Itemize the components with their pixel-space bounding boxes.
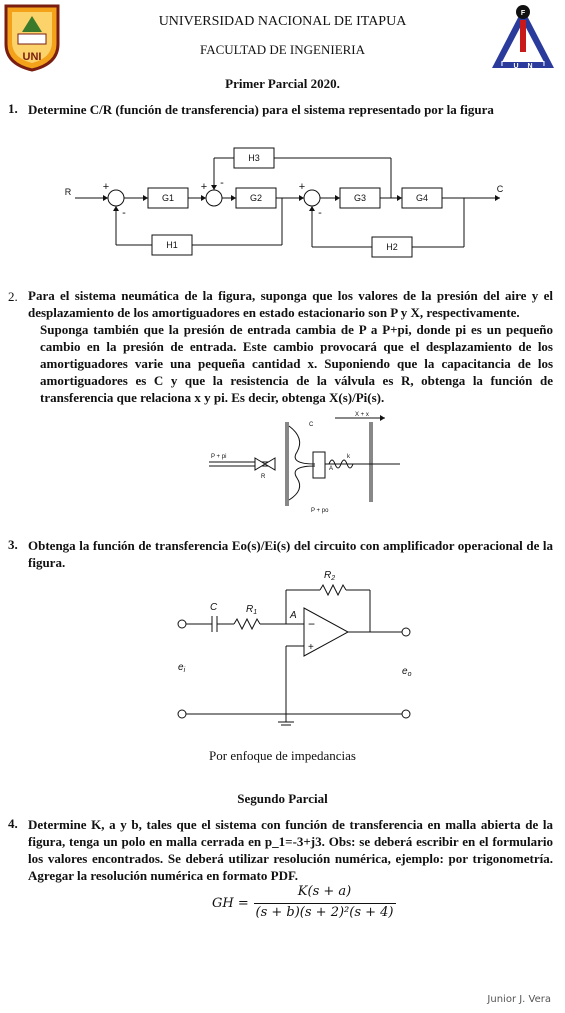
input-label: R — [64, 187, 72, 197]
displacement-label: X + x — [355, 412, 369, 418]
logo-letter: I — [543, 61, 545, 68]
block-g1: G1 — [161, 193, 175, 203]
block-g4: G4 — [415, 193, 429, 203]
eo-subscript: o — [407, 671, 412, 678]
sum-sign: - — [220, 177, 224, 189]
output-label: C — [496, 184, 504, 194]
faculty-logo — [488, 2, 558, 74]
logo-letter: F — [520, 10, 526, 17]
capacitor-label: C — [210, 602, 218, 613]
q1-number: 1. — [8, 101, 18, 116]
svg-text:R2 — [324, 570, 335, 582]
block-h3: H3 — [248, 153, 260, 163]
faculty-name: FACULTAD DE INGENIERIA — [199, 42, 366, 57]
capacitance-label: C — [309, 422, 314, 428]
q4-text: Determine K, a y b, tales que el sistema con función de transferencia en malla abierta de la figura, tenga un polo en malla cerrada en p_1=-3+j3. Obs: se deberá escribir en el formulario los valores encontrados. Se deberá utilizar resolución numérica, ejemplo: por trigonometría. Agregar la resolución numérica en formato PDF. — [28, 817, 553, 883]
q3-number: 3. — [8, 537, 18, 552]
logo-text: UNI — [22, 51, 42, 63]
exam-title: Primer Parcial 2020. — [225, 76, 340, 91]
university-logo — [2, 2, 62, 72]
bottom-pressure-label: P + po — [311, 508, 329, 514]
block-h1: H1 — [166, 240, 178, 250]
block-h2: H2 — [386, 242, 398, 252]
q2-text-2: Suponga también que la presión de entrada cambia de P a P+pi, donde pi es un pequeño cambio en la presión de entrada. Este cambio provocará que el desplazamiento de los amortiguadores varie una pequeña cantidad x. Suponiendo que la capacitancia de los amortiguadores es C y que la resistencia de la válvula es R, obtenga la función de transferencia que relaciona x y pi. Es decir, obtenga X(s)/Pi(s). — [40, 322, 553, 405]
sum-sign: + — [200, 181, 208, 193]
q4-number: 4. — [8, 816, 18, 831]
q2-text: Para el sistema neumática de la figura, suponga que los valores de la presión del aire y el desplazamiento de los amortiguadores en estado estacionario son P y X, respectivamente. — [28, 288, 553, 320]
university-name: UNIVERSIDAD NACIONAL DE ITAPUA — [158, 14, 407, 29]
ei-label: e — [178, 662, 184, 673]
pressure-input-label: P + pi — [211, 454, 227, 460]
sum-sign: + — [102, 181, 110, 193]
sum-sign: + — [298, 181, 306, 193]
svg-text:eo — [402, 666, 412, 678]
q2-number: 2. — [8, 289, 18, 304]
node-label: A — [290, 610, 297, 621]
logo-letter: U — [513, 63, 519, 70]
valve-label: R — [261, 474, 266, 480]
spring-label: k — [347, 454, 350, 460]
pneumatic-figure — [205, 408, 405, 516]
logo-letter: I — [501, 61, 503, 68]
inverting-sign: − — [308, 617, 316, 631]
ei-subscript: i — [183, 667, 186, 674]
noninverting-sign: + — [308, 642, 314, 653]
r1-label: R — [246, 604, 254, 615]
q3-text: Obtenga la función de transferencia Eo(s)/Ei(s) del circuito con amplificador operacional de la figura. — [28, 538, 553, 570]
opamp-circuit — [170, 566, 420, 726]
section-title: Segundo Parcial — [237, 791, 328, 806]
eo-label: e — [402, 666, 408, 677]
area-label: A — [329, 466, 334, 472]
svg-text:ei — [178, 662, 186, 674]
logo-letter: N — [527, 63, 533, 70]
block-g3: G3 — [353, 193, 367, 203]
q1-text: Determine C/R (función de transferencia) para el sistema representado por la figura — [28, 102, 494, 117]
formula-lhs: GH = — [212, 896, 249, 911]
sum-sign: - — [122, 207, 126, 219]
block-g2: G2 — [249, 193, 263, 203]
transfer-function-formula — [212, 884, 412, 924]
r1-subscript: 1 — [253, 609, 258, 616]
r2-subscript: 2 — [331, 575, 336, 582]
q3-caption: Por enfoque de impedancias — [209, 748, 356, 763]
svg-text:R1 — [246, 604, 257, 616]
fraction-bar — [254, 903, 396, 904]
footer-author: Junior J. Vera — [487, 994, 551, 1005]
block-diagram — [60, 140, 510, 265]
sum-sign: - — [318, 207, 322, 219]
r2-label: R — [324, 570, 332, 581]
formula-numerator: K(s + a) — [297, 884, 352, 899]
formula-denominator: (s + b)(s + 2)²(s + 4) — [255, 905, 394, 920]
